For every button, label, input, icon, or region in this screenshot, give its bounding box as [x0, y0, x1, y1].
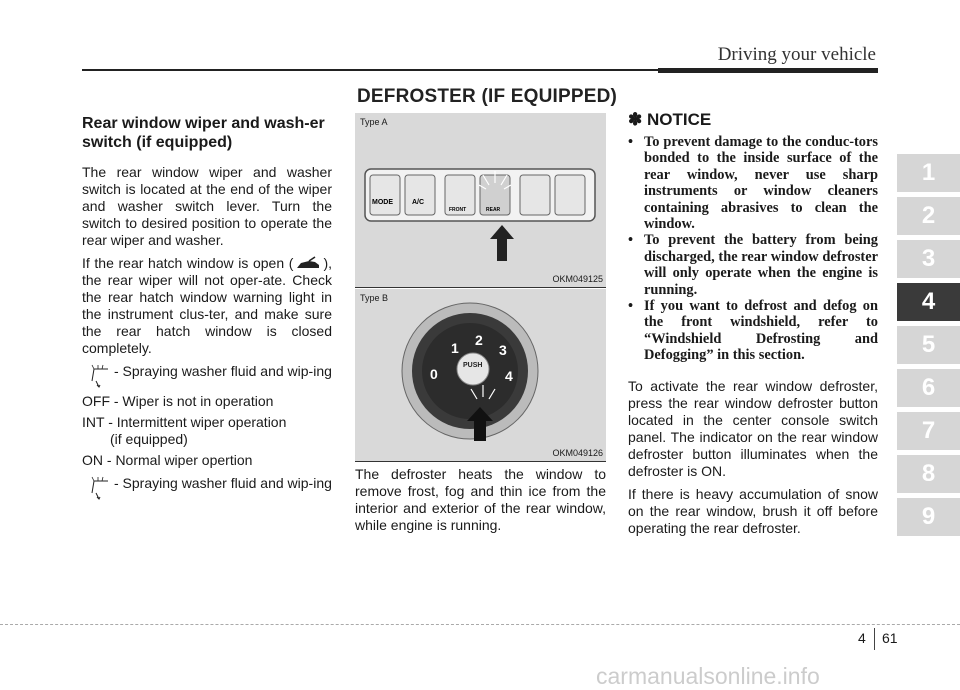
wiper-mode-on [82, 452, 332, 469]
open-hatch-icon [295, 256, 321, 271]
running-header: Driving your vehicle [717, 44, 876, 65]
washer-spray-icon [86, 475, 114, 501]
text-fragment: (if equipped) [110, 431, 188, 447]
control-panel-illustration [355, 113, 606, 287]
wiper-mode-label: - Spraying washer fluid and wip-ing [114, 363, 332, 379]
dial-label-0: 0 [430, 366, 438, 382]
washer-spray-icon [86, 363, 114, 389]
notice-item [628, 298, 878, 364]
wiper-mode-label: - Spraying washer fluid and wip-ing [114, 475, 332, 491]
paragraph-hatch [82, 255, 332, 357]
button-ac-label: A/C [412, 199, 425, 206]
wiper-mode-spray-2 [82, 475, 332, 501]
right-column [628, 110, 878, 537]
bullet: • [628, 232, 634, 249]
arrow-icon [490, 225, 514, 261]
notice-text: To prevent the battery from being discharged, the rear window defroster will only operate when the engine is running. [644, 232, 878, 298]
figure-rule [355, 287, 606, 288]
activation-paragraph: To activate the rear window defroster, press the rear window defroster button located in the center console switch panel. The indicator on the rear window defroster button illuminates when the defroster is ON. [628, 377, 878, 479]
chapter-tab-5[interactable]: 5 [897, 326, 960, 364]
page-number: 61 [882, 630, 898, 646]
footer-rule [0, 624, 960, 626]
wiper-mode-int [82, 414, 332, 448]
wiper-mode-label [82, 414, 332, 448]
wiper-mode-off [82, 393, 332, 410]
snow-paragraph: If there is heavy accumulation of snow on the rear window, brush it off before operating the rear defroster. [628, 485, 878, 536]
figure-rule [355, 461, 606, 462]
chapter-tab-8[interactable]: 8 [897, 455, 960, 493]
wiper-mode-label: OFF - Wiper is not in operation [82, 393, 274, 409]
figure-type-a [355, 113, 606, 287]
figure-type-label: Type B [360, 293, 389, 303]
button-front-label: FRONT [449, 207, 467, 213]
dial-label-1: 1 [451, 340, 459, 356]
notice-text: To prevent damage to the conduc-tors bonded to the inside surface of the rear window, never use sharp instruments or window cleaners containing abrasives to clean the window. [644, 134, 878, 233]
text-fragment: ), the rear wiper will not oper-ate. Check the rear hatch window warning light in the instrument clus-ter, and make sure the rear hatch window is closed completely. [82, 255, 332, 356]
watermark: carmanualsonline.info [596, 663, 820, 689]
dial-illustration [355, 289, 606, 461]
dial-label-2: 2 [475, 332, 483, 348]
defroster-description: The defroster heats the window to remove frost, fog and thin ice from the interior and exterior of the rear window, while engine is running. [355, 466, 606, 533]
chapter-tab-1[interactable]: 1 [897, 154, 960, 192]
notice-text: If you want to defrost and defog on the front windshield, refer to “Windshield Defrosting and Defogging” in this section. [644, 298, 878, 364]
chapter-number: 4 [858, 630, 866, 646]
chapter-tabs [897, 154, 960, 541]
notice-heading: ✽ NOTICE [628, 110, 712, 129]
wiper-mode-spray-1 [82, 363, 332, 389]
dial-label-3: 3 [499, 342, 507, 358]
section-title: DEFROSTER (IF EQUIPPED) [357, 86, 618, 107]
chapter-tab-2[interactable]: 2 [897, 197, 960, 235]
chapter-tab-9[interactable]: 9 [897, 498, 960, 536]
chapter-tab-4[interactable]: 4 [897, 283, 960, 321]
chapter-tab-7[interactable]: 7 [897, 412, 960, 450]
dial-label-4: 4 [505, 368, 513, 384]
figure-type-b [355, 289, 606, 461]
notice-list [628, 134, 878, 364]
page-separator [874, 628, 875, 650]
header-rule-accent [658, 68, 878, 73]
bullet: • [628, 298, 634, 315]
bullet: • [628, 134, 634, 150]
figure-code: OKM049125 [552, 274, 603, 284]
subheading: Rear window wiper and wash-er switch (if equipped) [82, 115, 325, 151]
notice-item [628, 134, 878, 232]
push-label: PUSH [463, 362, 483, 369]
left-column [82, 114, 332, 504]
wiper-mode-label: ON - Normal wiper opertion [82, 452, 253, 468]
figure-type-label: Type A [360, 117, 388, 127]
chapter-tab-6[interactable]: 6 [897, 369, 960, 407]
button-mode-label: MODE [372, 199, 393, 206]
figure-code: OKM049126 [552, 448, 603, 458]
text-fragment: If the rear hatch window is open ( [82, 255, 294, 271]
button-rear-label: REAR [486, 207, 501, 213]
chapter-tab-3[interactable]: 3 [897, 240, 960, 278]
notice-item [628, 232, 878, 298]
text-fragment: INT - Intermittent wiper operation [82, 414, 287, 430]
paragraph: The rear window wiper and washer switch is located at the end of the wiper and washer switch lever. Turn the switch to desired position to operate the rear wiper and washer. [82, 164, 332, 248]
